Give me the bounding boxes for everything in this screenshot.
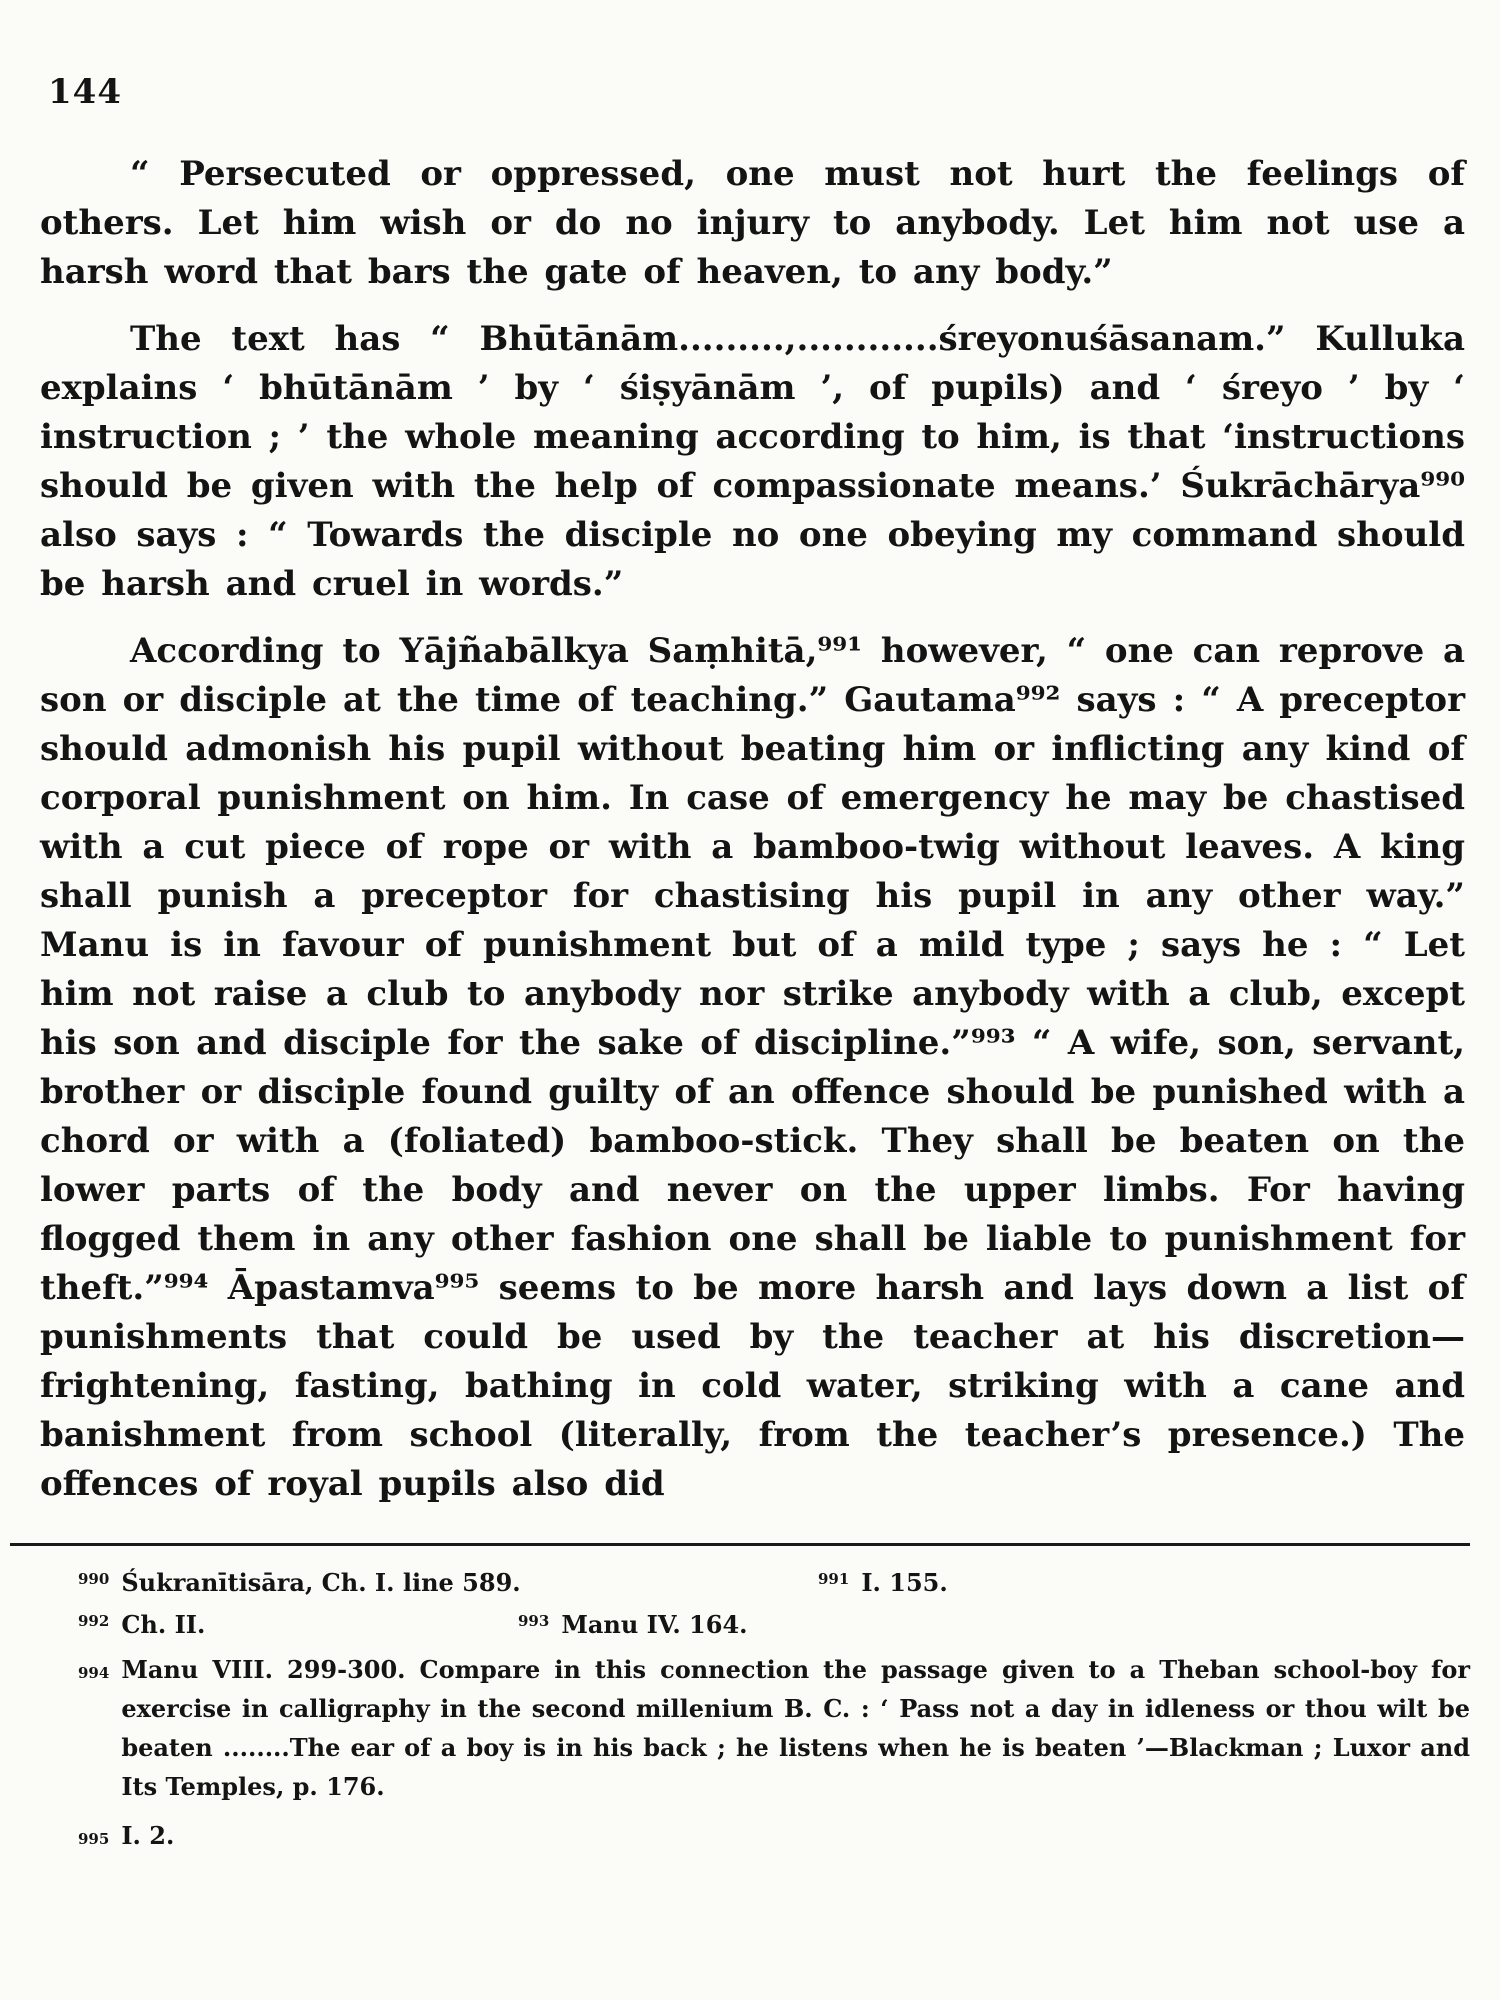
footnote-marker: 992 <box>78 1612 110 1630</box>
footnote-text: I. 2. <box>121 1821 175 1850</box>
footnote-994 <box>78 1650 1470 1806</box>
paragraph-3: According to Yājñabālkya Saṃhitā,⁹⁹¹ however, “ one can reprove a son or disciple at the time of teaching.” Gautama⁹⁹² says : “ A preceptor should admonish his pupil without beating him or inflicting any kind of corporal punishment on him. In case of emergency he may be chastised with a cut piece of rope or with a bamboo-twig without leaves. A king shall punish a preceptor for chastising his pupil in any other way.” Manu is in favour of punishment but of a mild type ; says he : “ Let him not raise a club to anybody nor strike anybody with a club, except his son and disciple for the sake of discipline.”⁹⁹³ “ A wife, son, servant, brother or disciple found guilty of an offence should be punished with a chord or with a (foliated) bamboo-stick. They shall be beaten on the lower parts of the body and never on the upper limbs. For having flogged them in any other fashion one shall be liable to punishment for theft.”⁹⁹⁴ Āpastamva⁹⁹⁵ seems to be more harsh and lays down a list of punishments that could be used by the teacher at his discretion—frightening, fasting, bathing in cold water, striking with a cane and banishment from school (literally, from the teacher’s presence.) The offences of royal pupils also did <box>40 631 1465 1504</box>
footnote-text: Ch. II. <box>121 1610 206 1639</box>
footnote-993 <box>518 1602 748 1644</box>
footnote-995 <box>78 1816 1470 1859</box>
footnote-marker: 990 <box>78 1570 110 1588</box>
footnote-text: Manu VIII. 299-300. Compare in this connection the passage given to a Theban school-boy for exercise in calligraphy in the second millenium B. C. : ‘ Pass not a day in idleness or thou wilt be beaten ........The ear of a boy is in his back ; he listens when he is beaten ’—Blackman ; Luxor and Its Temples, p. 176. <box>121 1655 1470 1801</box>
paragraph-1: “ Persecuted or oppressed, one must not hurt the feelings of others. Let him wish or do no injury to anybody. Let him not use a harsh word that bars the gate of heaven, to any body.” <box>40 154 1465 292</box>
body-text <box>40 150 1465 1509</box>
footnote-marker: 995 <box>78 1830 110 1848</box>
footnote-marker: 994 <box>78 1664 110 1682</box>
footnote-text: Manu IV. 164. <box>561 1610 748 1639</box>
footnote-marker: 993 <box>518 1612 550 1630</box>
footnote-marker: 991 <box>818 1570 850 1588</box>
footnote-row-2 <box>78 1602 1470 1644</box>
paragraph-2: The text has “ Bhūtānām.........,............śreyonuśāsanam.” Kulluka explains ‘ bhūtānām ’ by ‘ śiṣyānām ’, of pupils) and ‘ śreyo ’ by ‘ instruction ; ’ the whole meaning according to him, is that ‘instructions should be given with the help of compassionate means.’ Śukrāchārya⁹⁹⁰ also says : “ Towards the disciple no one obeying my command should be harsh and cruel in words.” <box>40 319 1465 604</box>
footnote-990 <box>78 1560 818 1602</box>
footnote-divider <box>10 1543 1470 1546</box>
footnote-991 <box>818 1560 948 1602</box>
footnote-text: Śukranītisāra, Ch. I. line 589. <box>121 1568 521 1597</box>
footnotes <box>78 1560 1470 1859</box>
page-number: 144 <box>48 72 122 112</box>
footnote-text: I. 155. <box>861 1568 948 1597</box>
footnote-row-1 <box>78 1560 1470 1602</box>
footnote-992 <box>78 1602 518 1644</box>
